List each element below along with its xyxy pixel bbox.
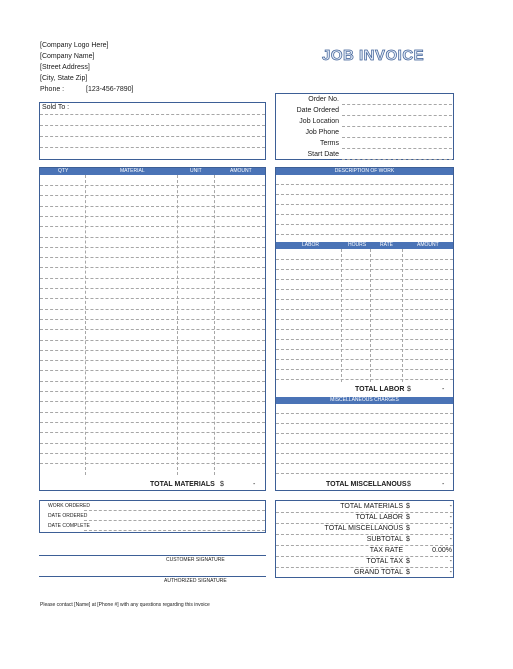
summary-value: 0.00% — [432, 547, 452, 554]
misc-row-line[interactable] — [276, 443, 453, 444]
labor-column-divider — [402, 249, 403, 382]
labor-row-line[interactable] — [276, 379, 453, 380]
summary-label: TAX RATE — [369, 547, 403, 554]
materials-row-line[interactable] — [40, 216, 265, 217]
work-ordered-field[interactable] — [84, 510, 265, 511]
customer-signature-label: CUSTOMER SIGNATURE — [166, 557, 225, 563]
summary-label: SUBTOTAL — [366, 536, 403, 543]
footer-contact-note: Please contact [Name] at [Phone #] with any questions regarding this invoice — [40, 602, 210, 608]
work-row-line[interactable] — [276, 204, 453, 205]
materials-row-line[interactable] — [40, 206, 265, 207]
phone-label: Phone : — [40, 86, 65, 93]
order-field-input[interactable] — [342, 148, 452, 149]
order-field-input[interactable] — [342, 104, 452, 105]
summary-currency: $ — [406, 569, 410, 576]
summary-currency: $ — [406, 525, 410, 532]
total-misc-value: - — [442, 481, 445, 488]
order-field-label: Terms — [319, 140, 339, 147]
work-row-line[interactable] — [276, 214, 453, 215]
company-city: [City, State Zip] — [40, 75, 88, 82]
company-logo-placeholder: [Company Logo Here] — [40, 42, 109, 49]
materials-table — [39, 167, 266, 491]
materials-column-divider — [177, 175, 178, 475]
labor-row-line[interactable] — [276, 279, 453, 280]
materials-row-line[interactable] — [40, 195, 265, 196]
order-field-input[interactable] — [342, 159, 452, 160]
description-of-work-header: DESCRIPTION OF WORK — [276, 168, 453, 175]
rate-header: RATE — [380, 242, 393, 248]
materials-row-line[interactable] — [40, 370, 265, 371]
misc-row-line[interactable] — [276, 433, 453, 434]
authorized-signature-line[interactable] — [39, 576, 266, 577]
materials-row-line[interactable] — [40, 443, 265, 444]
hours-header: HOURS — [348, 242, 367, 248]
summary-value: - — [449, 514, 452, 521]
materials-row-line[interactable] — [40, 329, 265, 330]
date-complete-field[interactable] — [84, 530, 265, 531]
misc-row-line[interactable] — [276, 453, 453, 454]
order-field-input[interactable] — [342, 115, 452, 116]
summary-value: - — [449, 525, 452, 532]
misc-row-line[interactable] — [276, 463, 453, 464]
materials-row-line[interactable] — [40, 422, 265, 423]
work-ordered-label: WORK ORDERED — [48, 503, 90, 509]
materials-column-divider — [214, 175, 215, 475]
order-field-label: Job Location — [299, 118, 339, 125]
materials-row-line[interactable] — [40, 288, 265, 289]
materials-row-line[interactable] — [40, 453, 265, 454]
work-row-line[interactable] — [276, 194, 453, 195]
summary-row-line — [276, 556, 453, 557]
labor-column-divider — [370, 249, 371, 382]
summary-value: - — [449, 558, 452, 565]
materials-row-line[interactable] — [40, 412, 265, 413]
materials-row-line[interactable] — [40, 298, 265, 299]
summary-label: GRAND TOTAL — [353, 569, 403, 576]
summary-label: TOTAL TAX — [366, 558, 403, 565]
authorized-signature-label: AUTHORIZED SIGNATURE — [164, 578, 227, 584]
materials-row-line[interactable] — [40, 319, 265, 320]
materials-row-line[interactable] — [40, 267, 265, 268]
total-misc-label: TOTAL MISCELLANOUS — [326, 481, 407, 488]
labor-amount-header: AMOUNT — [417, 242, 439, 248]
summary-currency: $ — [406, 514, 410, 521]
materials-row-line[interactable] — [40, 360, 265, 361]
order-info-box — [275, 93, 454, 160]
date-ordered-label: DATE ORDERED — [48, 513, 88, 519]
labor-row-line[interactable] — [276, 319, 453, 320]
unit-header: UNIT — [190, 168, 202, 174]
company-street: [Street Address] — [40, 64, 90, 71]
customer-signature-line[interactable] — [39, 555, 266, 556]
misc-row-line[interactable] — [276, 413, 453, 414]
summary-value: - — [449, 536, 452, 543]
company-name: [Company Name] — [40, 53, 95, 60]
total-labor-label: TOTAL LABOR — [355, 386, 405, 393]
work-status-box — [39, 500, 266, 533]
order-field-input[interactable] — [342, 137, 452, 138]
summary-label: TOTAL LABOR — [355, 514, 403, 521]
amount-header: AMOUNT — [230, 168, 252, 174]
work-labor-misc-box — [275, 167, 454, 491]
materials-row-line[interactable] — [40, 309, 265, 310]
materials-row-line[interactable] — [40, 185, 265, 186]
order-field-label: Start Date — [307, 151, 339, 158]
materials-row-line[interactable] — [40, 226, 265, 227]
materials-row-line[interactable] — [40, 237, 265, 238]
labor-row-line[interactable] — [276, 369, 453, 370]
total-misc-currency: $ — [407, 481, 411, 488]
total-materials-value: - — [253, 481, 256, 488]
materials-row-line[interactable] — [40, 432, 265, 433]
total-materials-currency: $ — [220, 481, 224, 488]
summary-row-line — [276, 534, 453, 535]
company-phone: [123-456-7890] — [86, 86, 134, 93]
order-field-label: Order No. — [308, 96, 339, 103]
materials-row-line[interactable] — [40, 381, 265, 382]
labor-header: LABOR — [302, 242, 319, 248]
invoice-title: JOB INVOICE — [322, 47, 425, 64]
total-labor-currency: $ — [407, 386, 411, 393]
materials-row-line[interactable] — [40, 401, 265, 402]
labor-row-line[interactable] — [276, 349, 453, 350]
summary-row-line — [276, 545, 453, 546]
summary-value: - — [449, 503, 452, 510]
qty-header: QTY — [58, 168, 69, 174]
work-row-line[interactable] — [276, 234, 453, 235]
work-row-line[interactable] — [276, 224, 453, 225]
labor-row-line[interactable] — [276, 339, 453, 340]
total-labor-value: - — [442, 386, 445, 393]
labor-row-line[interactable] — [276, 359, 453, 360]
misc-row-line[interactable] — [276, 423, 453, 424]
materials-row-line[interactable] — [40, 340, 265, 341]
summary-label: TOTAL MISCELLANOUS — [324, 525, 403, 532]
summary-box — [275, 500, 454, 578]
summary-currency: $ — [406, 536, 410, 543]
total-materials-label: TOTAL MATERIALS — [150, 481, 215, 488]
misc-row-line[interactable] — [276, 473, 453, 474]
materials-column-divider — [85, 175, 86, 475]
summary-value: - — [449, 569, 452, 576]
materials-row-line[interactable] — [40, 463, 265, 464]
materials-row-line[interactable] — [40, 278, 265, 279]
material-header: MATERIAL — [120, 168, 145, 174]
order-field-label: Job Phone — [305, 129, 339, 136]
summary-currency: $ — [406, 558, 410, 565]
sold-to-box[interactable] — [39, 102, 266, 160]
work-row-line[interactable] — [276, 184, 453, 185]
labor-row-line[interactable] — [276, 289, 453, 290]
misc-charges-header: MISCELLANEOUS CHARGES — [276, 397, 453, 404]
labor-row-line[interactable] — [276, 299, 453, 300]
date-ordered-field[interactable] — [84, 520, 265, 521]
order-field-input[interactable] — [342, 126, 452, 127]
labor-row-line[interactable] — [276, 269, 453, 270]
order-field-label: Date Ordered — [296, 107, 339, 114]
labor-row-line[interactable] — [276, 329, 453, 330]
materials-row-line[interactable] — [40, 391, 265, 392]
labor-column-divider — [341, 249, 342, 382]
materials-row-line[interactable] — [40, 257, 265, 258]
date-complete-label: DATE COMPLETE — [48, 523, 90, 529]
summary-currency: $ — [406, 503, 410, 510]
summary-label: TOTAL MATERIALS — [340, 503, 403, 510]
materials-row-line[interactable] — [40, 247, 265, 248]
materials-row-line[interactable] — [40, 350, 265, 351]
labor-row-line[interactable] — [276, 309, 453, 310]
labor-row-line[interactable] — [276, 259, 453, 260]
sold-to-label: Sold To : — [42, 104, 70, 111]
